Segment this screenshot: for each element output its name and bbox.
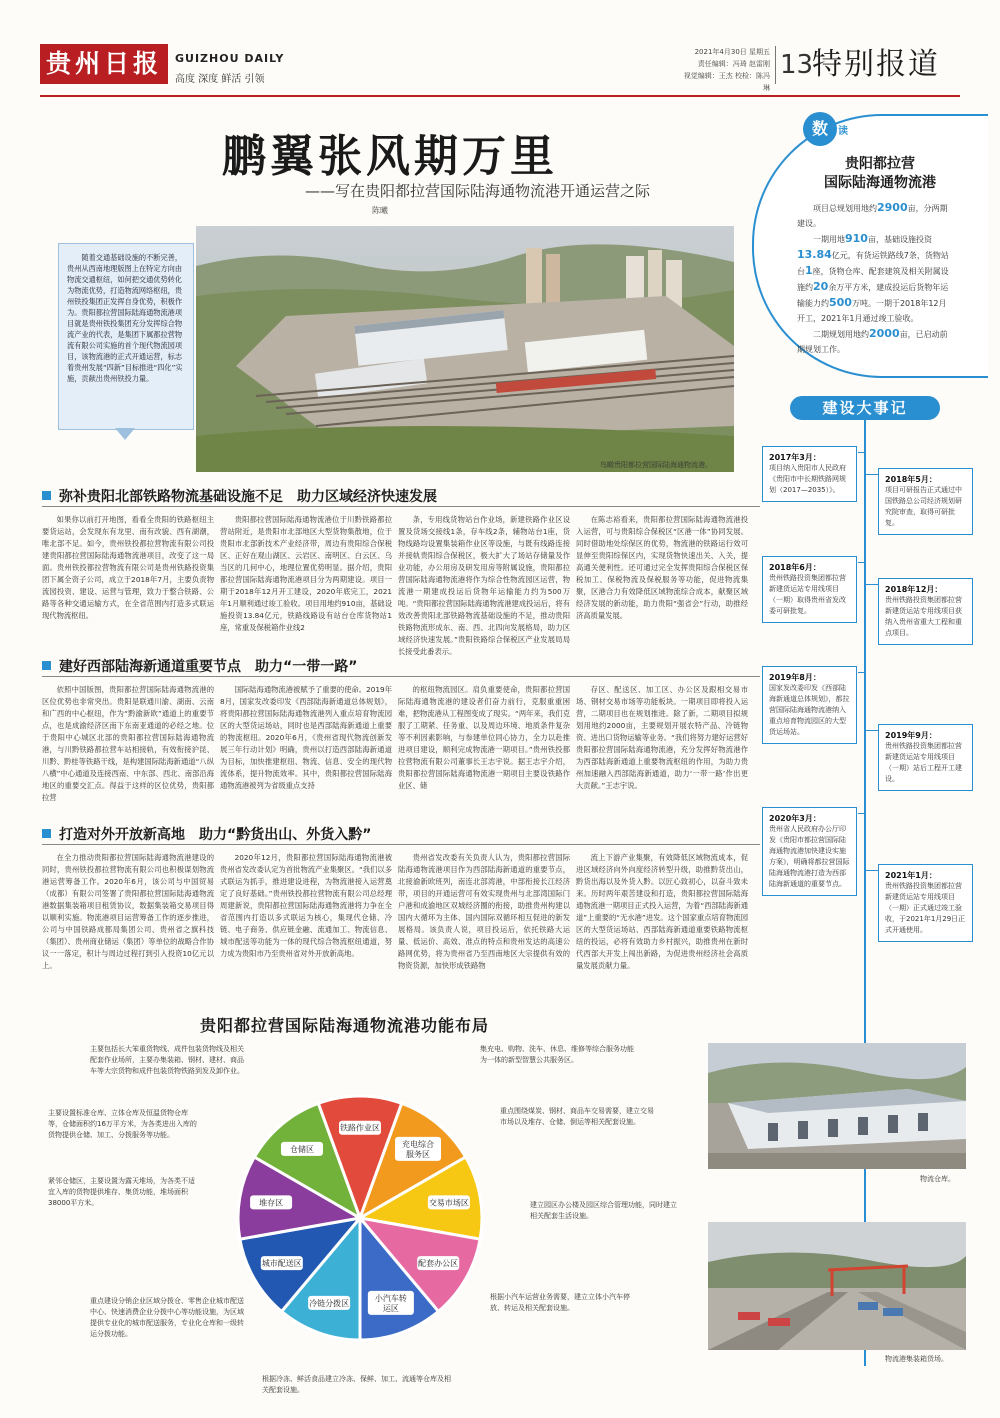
numbers-para-2: 一期用地910亩，基础设施投资13.84亿元，有货运铁路线7条，货物站台1座，货物仓库、配套建筑及相关附属设施约20余万平方米，建成投运后货物年运输能力约500万吨。一期于2018年12月开工，2021年1月通过竣工验收。 (797, 232, 949, 323)
timeline-event: 2018年12月： 贵州铁路投资集团都拉营新建货运站专用线项目获纳入贵州省重大工程和重点项目。 (878, 578, 973, 645)
section-heading-2: 建好西部陆海新通道重要节点 助力“一带一路” (42, 656, 357, 676)
pie-label (428, 1195, 470, 1209)
svg-text:城市配送区: 城市配送区 (261, 1259, 302, 1269)
timeline-event: 2018年5月： 项目可研报告正式通过中国铁路总公司经济规划研究院审查，取得可研批复。 (878, 468, 973, 535)
pie-label (261, 1256, 303, 1270)
newspaper-english-name: GUIZHOU DAILY (175, 52, 285, 65)
svg-text:铁路作业区: 铁路作业区 (340, 1123, 380, 1133)
note-storage: 紧邻仓储区，主要设置为露天堆场，为各类不适宜入库的货物提供堆存、集货功能，堆场面积38000平方米。 (48, 1177, 195, 1207)
article-subtitle: ——写在贵阳都拉营国际陆海通物流港开通运营之际 (305, 182, 651, 200)
issue-date: 2021年4月30日 星期五 (694, 48, 770, 56)
visual-editor: 视觉编辑：王杰 校检：陈冯琳 (683, 72, 770, 92)
warehouse-photo-illustration (708, 1043, 966, 1169)
pie-label (308, 1296, 350, 1310)
svg-text:冷链分拨区: 冷链分拨区 (309, 1298, 350, 1308)
section-2-col-2: 国际陆海通物流港被赋予了重要的使命。2019年8月，国家发改委印发《西部陆海新通道总体规划》，将贵阳都拉营国际陆海通物流港列入重点培育物流园区的大型货运场站，同时也是西部陆海新通道上重要的物流枢纽。2020年6月，《贵州省现代物流创新发展三年行动计划》明确，贵州以打造西部陆海新通道为目标，加快推建枢纽、物流、信息、安全的现代物流体系，提升物流效率。其中，贵阳都拉营国际陆海通物流港被列为省级重点支持 (220, 685, 392, 790)
numbers-para-3: 二期规划用地约2000亩，已启动前期规划工作。 (797, 327, 948, 354)
timeline-event: 2017年3月： 项目纳入贵阳市人民政府《贵阳市中长期铁路网规划（2017—2035）》。 (762, 446, 857, 502)
numbers-badge: 数 (803, 112, 837, 146)
pie-label (417, 1256, 459, 1270)
timeline-event: 2020年3月： 贵州省人民政府办公厅印发《贵阳市都拉营国际陆海通物流港加快建设实施方案》，明确将都拉营国际陆海通物流港打造为西部陆海新通道的重要节点。 (762, 807, 857, 896)
pie-label (250, 1195, 292, 1209)
note-distribution: 重点建设分销企业区域分拨仓、零售企业城市配送中心、快速消费企业分拨中心等功能设施，为区域提供专业化的城市配送服务，专业化仓库和一级转运分拨功能。 (90, 1297, 244, 1338)
note-car: 根据小汽车运营业务需要，建立立体小汽车停放、转运及相关配套设施。 (490, 1293, 630, 1312)
page-number: 13 (775, 46, 813, 84)
function-layout-pie (220, 1078, 500, 1358)
numbers-title-line2: 国际陆海通物流港 (824, 175, 936, 191)
numbers-para-1: 项目总规划用地约2900亩，分两期建设。 (797, 201, 948, 228)
note-coldchain: 根据冷冻、鲜活食品建立冷冻、保鲜、加工、流通等仓库及相关配套设施。 (262, 1375, 451, 1394)
article-byline: 陈曦 (372, 206, 388, 215)
aerial-photo (196, 226, 734, 472)
masthead-rule (40, 95, 960, 97)
svg-text:堆存区: 堆存区 (259, 1198, 284, 1208)
section-1-col-2: 贵阳都拉营国际陆海通物流港位于川黔铁路都拉营站附近，是贵阳市北部地区大型货物集散地，位于贵阳市北部新技术产业经济带，周边有贵阳综合保税区、正好在观山湖区、云岩区、南明区、白云区、乌当区的几何中心，地理位置优势明显。据介绍，贵阳都拉营国际陆海通物流港项目分为两期建设。项目一期于2018年12月开工建设，2020年底完工，2021年1月顺利通过竣工验收。项目用地约910亩，基础设施投资13.84亿元，铁路线路设有站台仓库货物站1座，常重及保税箱作业线2 (220, 515, 392, 632)
section-3-col-4: 流上下游产业集聚，有效降低区域物流成本，促进区域经济向外向度经济转型升级，助推黔货出山，黔货出海以及外货入黔。以匠心致初心，以奋斗致未来。历时两年艰苦建设和打造，贵阳都拉营国际陆海通物流港一期项目正式投入运营，为着“西部陆海新通道”上重要的“无水港”进发。这个国家重点培育物流园区的大型货运场站、西部陆海新通道重要铁路物流枢纽的投运，必将有效助力乡村振兴，助推贵州在新时代西部大开发上闯出新路，为促进贵州经济社会高质量发展贡献力量。 (576, 853, 748, 970)
container-yard-illustration (708, 1222, 966, 1350)
pie-label (281, 1142, 323, 1156)
note-warehouse: 主要设置标准仓库、立体仓库及恒温货物仓库等，仓储面积约16万平方米，为各类进出入库的货物提供仓储、加工、分拨服务等功能。 (48, 1109, 197, 1139)
article-title: 鹏翼张风期万里 (222, 131, 558, 182)
timeline-event: 2018年6月： 贵州铁路投资集团都拉营新建货运站专用线项目（一期）取得贵州省发改委可研批复。 (762, 556, 857, 623)
numbers-title-line1: 贵阳都拉营 (845, 156, 915, 172)
timeline-banner: 建设大事记 (790, 396, 940, 420)
section-1-col-4: 在陈志裕看来，贵阳都拉营国际陆海通物流港投入运营，可与贵阳综合保税区“区港一体”协同发展。同时借助地处综保区的优势，物流港的铁路运行效可显伸至贵阳综保区内，实现货物快速出关、入关，提高通关便利性。还可通过完全发挥贵阳综合保税区保税加工、保税物流及保税服务等功能，促进物流集聚，区港合力有效降低区域物流综合成本，献聚区域经济发展的新动能，助力贵阳“强省会”行动，助推经济高质量发展。 (576, 515, 748, 620)
section-1-col-1: 如果你以前打开地图，看看全贵阳的铁路枢纽主要货运站，会发现东有龙里、南有改貌、西有湖潮，唯北部不足。如今，贵州铁投都拉营物流有限公司投建贵阳都拉营国际陆海通物流港项目，改变了这一局面。贵州铁投都拉营物流有限公司是贵州铁路投资集团下属全资子公司，成立于2018年7月，主要负责物流园投资、建设、运营与管理，致力于整合铁路、公路等各种交通运输方式，在全省范围内打造多式联运现代物流枢纽。 (42, 515, 214, 620)
numbers-badge-suffix: 读 (838, 126, 848, 137)
warehouse-photo (708, 1043, 966, 1169)
section-3-col-1: 在全力推动贵阳都拉营国际陆海通物流港建设的同时，贵州铁投都拉营物流有限公司也积极谋划物流港运营筹备工作。2020年6月，该公司与中国贸易（成都）有限公司签署了贵阳都拉营国际陆海通物流港数据集装箱项目租赁协议，数据集装箱交易项目得以顺利实施。物流港项目运营筹备工作的逐步推进，公司与中国铁路成都局集团公司、贵州省之旗科技（集团）、贵州商业储运（集团）等单位的战略合作协议一一落定，积计与周边过程打到引入投资10亿元以上。 (42, 853, 214, 970)
issue-meta (680, 46, 770, 94)
svg-text:充电综合服务区: 充电综合服务区 (402, 1139, 435, 1159)
note-office: 建立园区办公楼及园区综合管理功能，同时建立相关配套生活设施。 (530, 1201, 677, 1220)
section-2-col-1: 依照中国版图，贵阳都拉营国际陆海通物流港的区位优势也非常突出。贵阳是联通川渝、湖南、云南和广西的中心枢纽，作为“黔渝新欧”通道上的重要节点，也是成渝经济区南下东南亚通道的必经之地。位于贵阳中心城区北部的贵阳都拉营国际陆海通物流港，与川黔铁路都拉营车站相接轨，有效衔接沪昆、川黔、黔桂等铁路干线，是构建国际陆海新通道“八纵八横”中心通道及连接西南、中东部、西北、南部沿海地区的重要交汇点。得益于这样的区位优势，贵阳都拉营 (42, 685, 214, 802)
newspaper-logo: 贵州日报 (40, 44, 168, 84)
timeline-event: 2019年8月： 国家发改委印发《西部陆海新通道总体规划》，都拉营国际陆海通物流港纳入重点培育物流园区的大型货运场站。 (762, 666, 857, 744)
container-yard-caption: 物流港集装箱货场。 (885, 1355, 948, 1363)
section-title: 特别报道 (812, 47, 940, 82)
section-3-col-3: 贵州省发改委有关负责人认为，贵阳都拉营国际陆海通物流港项目作为西部陆海新通道的重要节点，北接渝新欧班列，南连北部湾港，中部衔接长江经济带，项目的开通运营可有效实现贵州与北部湾国际门户港和成渝地区双城经济圈的衔接，助推贵州构建以国内大循环为主体、国内国际双循环相互促进的新发展格局。该负责人说，项目投运后，依托铁路大运量、低运价、高效、准点的特点和贵州发达的高速公路网优势，将为贵州省乃至西南地区大宗提供有效的物资货源，加快形成铁路物 (398, 853, 570, 970)
container-yard-photo (708, 1222, 966, 1350)
responsible-editor: 责任编辑：冯琦 赵雷刚 (697, 60, 770, 68)
section-heading-1: 弥补贵阳北部铁路物流基础设施不足 助力区域经济快速发展 (42, 486, 437, 506)
aerial-photo-caption: 鸟瞰贵阳都拉营国际陆海通物流港。 (600, 461, 712, 469)
intro-box: 随着交通基础设施的不断完善，贵州从西南地理版图上在特定方向由物流交通枢纽，如何把交通优势转化为物流优势，打造物流网络枢纽，贵州铁投集团正发挥自身优势，积极作为。贵阳都拉营国际陆海通物流港项目就是贵州铁投集团充分发挥综合物流产业的代表，是集团下属都拉营物流有限公司实施的首个现代物流园项目，该物流港的正式开通运营，标志着贵州发展“四新”目标推进“四化”实施，贡献出贵州铁投力量。 (58, 243, 194, 430)
note-railway: 主要包括长大笨重货物线、成件包装货物线及相关配套作业场所，主要办集装箱、钢材、建材、商品车等大宗货物和成件包装货物铁路到发及卸作业。 (90, 1045, 244, 1075)
pie-label (339, 1121, 381, 1135)
section-2-col-3: 的枢纽物流园区。肩负重要使命，贵阳都拉营国际陆海通物流港的建设者们奋力前行，克服重重困难，把物流港从工程图变成了现实。“两年来，我们克服了工期紧、任务重、以及周边环境、地质条件复杂等不利因素影响，与参建单位同心协力，全力以赴推进项目建设，顺利完成物流港一期项目。”贵州铁投都拉营物流有限公司董事长王志宇说。据王志宇介绍，贵阳都拉营国际陆海通物流港一期项目主要设铁路作业区、储 (398, 685, 570, 790)
pie-label (395, 1137, 441, 1161)
pie-label (368, 1291, 414, 1315)
newspaper-slogan: 高度 深度 鲜活 引领 (175, 74, 265, 85)
svg-text:配套办公区: 配套办公区 (418, 1259, 459, 1269)
section-2-col-4: 存区、配送区、加工区、办公区及跟相交易市场、钢材交易市场等功能板块。一期项目即将投入运营，二期项目也在规划推进。除了新，二期项目拟规划用地约2000亩，主要规划开展农特产品、冷链物资、进出口货物运输等业务。“我们将努力建好运营好贵阳都拉营国际陆海通物流港，充分发挥好物流港作为西部陆海新通道上重要物流枢纽的作用，为助力贵州加速融入西部陆海新通道，助力‘一带一路’作出更大贡献。”王志宇说。 (576, 685, 748, 790)
aerial-photo-illustration (196, 226, 734, 472)
timeline-event: 2019年9月： 贵州铁路投资集团都拉营新建货运站专用线项目（一期）站后工程开工建设。 (878, 724, 973, 791)
timeline-event: 2021年1月： 贵州铁路投资集团都拉营新建货运站专用线项目（一期）正式通过竣工验收，于2021年1月29日正式开通使用。 (878, 864, 973, 942)
warehouse-photo-caption: 物流仓库。 (920, 1175, 955, 1183)
numbers-title (790, 155, 970, 193)
note-service: 集充电、购物、洗车、休息、维修等综合服务功能为一体的新型智慧公共服务区。 (480, 1045, 634, 1064)
layout-title: 贵阳都拉营国际陆海通物流港功能布局 (200, 1016, 490, 1035)
svg-text:小汽车转运区: 小汽车转运区 (374, 1293, 407, 1313)
numbers-text (797, 200, 953, 357)
svg-text:交易市场区: 交易市场区 (428, 1198, 469, 1208)
intro-arrow (115, 428, 135, 440)
note-trade: 重点围绕煤炭、钢材、商品车交易需要，建立交易市场以及堆存、仓储、倒运等相关配套设施。 (500, 1107, 654, 1126)
section-1-col-3: 条，专用线货物站台作业场，新建铁路作业区设置及货场交接线1条，存车线2条，辅物站台1座，货物线路均设置集装箱作业区等设施，与既有线路连接并接轨贵阳综合保税区，极大扩大了场站存储量及作业功能，办公用房及研发用房等附属设施，贵阳都拉营国际陆海通物流港将作为综合性物流园区运营，物流港一期建成投运后货物年运输能力约为500万吨。“贵阳都拉营国际陆海通物流港建成投运后，将有效改善贵阳北部铁路物流基础设施的不足，推动贵阳铁路物流形成东、南、西、北四向发展格局，助力区域经济快速发展。”贵阳铁路综合保税区产业发展局局长接受此番表示。 (398, 515, 570, 656)
svg-text:仓储区: 仓储区 (289, 1144, 314, 1154)
section-3-col-2: 2020年12月，贵阳都拉营国际陆海通物流港被贵州省发改委认定为首批物流产业集聚区。“我们以多式联运为抓手，推进建设进程，为物流港接入运营奠定了良好基础。”贵州铁投都拉营物流有限公司总经理周建新说，贵阳都拉营国际陆海通物流港将力争在全省范围内打造以多式联运为核心，集现代仓储、冷链、电子商务、供应链金融、流通加工、物流信息、城市配送等功能为一体的现代综合物流枢纽通道，努力成为贵阳市乃至贵州省对外开放新高地。 (220, 853, 392, 958)
section-heading-3: 打造对外开放新高地 助力“黔货出山、外货入黔” (42, 824, 371, 844)
